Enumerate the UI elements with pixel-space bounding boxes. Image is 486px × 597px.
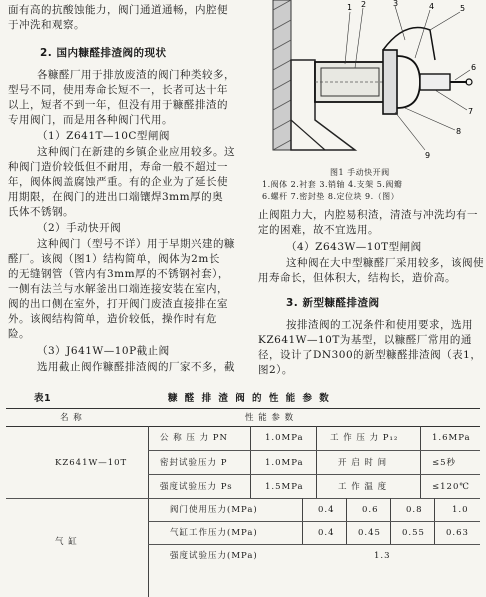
- param-value: 1.0MPa: [265, 433, 304, 443]
- paragraph-line: 定的困难，故不宜选用。: [258, 224, 379, 236]
- param-label: 开 启 时 间: [338, 458, 388, 468]
- paragraph-line: 按排渣阀的工况条件和使用要求，选用: [286, 319, 473, 331]
- cylinder-row-label: 气缸工作压力(MPa): [170, 528, 258, 538]
- cylinder-value: 0.55: [402, 528, 425, 538]
- param-label: 工 作 温 度: [338, 482, 388, 492]
- table-header-name: 名 称: [60, 413, 83, 423]
- table-header-params: 性 能 参 数: [245, 413, 295, 423]
- paragraph-line: 外。该阀结构简单，造价较低，操作时有危: [8, 313, 217, 325]
- subsection-1-heading: （1）Z641T—10C型闸阀: [37, 130, 170, 142]
- paragraph-line: KZ641W—10T为基型，以糠醛厂常用的通: [258, 334, 472, 346]
- subsection-2-heading: （2）手动快开阀: [37, 222, 122, 234]
- table-label: 表1: [34, 393, 52, 404]
- figure-1: [255, 0, 480, 165]
- cylinder-value: 0.8: [406, 505, 423, 515]
- cylinder-value: 0.4: [318, 528, 335, 538]
- subsection-3-heading: （3）J641W—10P截止阀: [37, 345, 170, 357]
- figure-number: 1: [347, 3, 353, 12]
- figure-number: 8: [456, 127, 462, 136]
- figure-caption: 图1 手动快开阀: [330, 168, 390, 177]
- figure-number: 3: [393, 0, 399, 8]
- cylinder-value: 0.63: [446, 528, 469, 538]
- section-2-heading: 2. 国内糠醛排渣阀的现状: [40, 47, 167, 59]
- paragraph-line: 型号不同，使用寿命长短不一，长者可达十年: [8, 84, 228, 96]
- paragraph-line: 一侧有法兰与水解釜出口端连接安装在室内，: [8, 283, 228, 295]
- paragraph-line: 径，设计了DN300的新型糠醛排渣阀（表1，: [258, 349, 482, 361]
- paragraph-line: 各糠醛厂用于排放废渣的阀门种类较多，: [37, 69, 235, 81]
- param-value: ≤120℃: [432, 482, 470, 492]
- paragraph-line: 年，阀体阀盖腐蚀严重。有的企业为了延长使: [8, 176, 228, 188]
- figure-legend-line: 6.螺杆 7.密封垫 8.定位块 9.（图）: [262, 192, 400, 201]
- paragraph-line: 专用阀门，而是用各种阀门代用。: [8, 114, 173, 126]
- paragraph-line: 醛厂。该阀（图1）结构简单，阀体为2m长: [8, 253, 220, 265]
- param-value: 1.0MPa: [265, 458, 304, 468]
- paragraph-line: 这种阀门（型号不详）用于早期兴建的糠: [37, 238, 235, 250]
- paragraph-line: 以上，短者不到一年，但没有用于糠醛排渣的: [8, 99, 228, 111]
- paragraph-line: 图2）。: [258, 364, 293, 376]
- model-name: KZ641W—10T: [55, 458, 128, 468]
- intro-line-1: 面有高的抗酸蚀能力，阀门通道通畅，内腔便: [8, 4, 228, 16]
- cylinder-value: 1.3: [374, 551, 391, 561]
- cylinder-value: 1.0: [452, 505, 469, 515]
- cylinder-label: 气 缸: [55, 537, 78, 547]
- paragraph-line: 止阀阻力大，内腔易积渣，清渣与冲洗均有一: [258, 209, 478, 221]
- paragraph-line: 这种阀在大中型糠醛厂采用较多，该阀使: [286, 257, 484, 269]
- param-value: 1.6MPa: [432, 433, 471, 443]
- figure-number: 4: [429, 2, 435, 11]
- paragraph-line: 这种阀门在新建的乡镇企业应用较多。这: [37, 146, 235, 158]
- param-label: 密封试验压力 P: [160, 458, 228, 468]
- valve-drawing: [255, 0, 480, 165]
- paragraph-line: 氏体不锈钢。: [8, 206, 74, 218]
- paragraph-line: 用寿命长，但体积大，结构长，造价高。: [258, 272, 456, 284]
- figure-number: 9: [425, 151, 431, 160]
- paragraph-line: 用期限，在阀门的进出口端镶焊3mm厚的奥: [8, 191, 224, 203]
- performance-table: [0, 386, 486, 597]
- param-value: 1.5MPa: [265, 482, 304, 492]
- paragraph-line: 险。: [8, 328, 30, 340]
- figure-number: 6: [471, 63, 477, 72]
- figure-number: 5: [460, 4, 466, 13]
- paragraph-line: 种阀门造价较低但不耐用，寿命一般不超过一: [8, 161, 228, 173]
- table-title: 糠 醛 排 渣 阀 的 性 能 参 数: [168, 393, 331, 404]
- intro-line-2: 于冲洗和观察。: [8, 19, 85, 31]
- paragraph-line: 的无缝钢管（管内有3mm厚的不锈钢衬套），: [8, 268, 229, 280]
- param-label: 工 作 压 力 P₁₂: [330, 433, 399, 443]
- paragraph-line: 阀的出口侧在室外，打开阀门废渣直接排在室: [8, 298, 228, 310]
- param-label: 强度试验压力 Ps: [160, 482, 233, 492]
- cylinder-row-label: 强度试验压力(MPa): [170, 551, 258, 561]
- cylinder-row-label: 阀门使用压力(MPa): [170, 505, 258, 515]
- subsection-4-heading: （4）Z643W—10T型闸阀: [286, 241, 422, 253]
- param-label: 公 称 压 力 PN: [160, 433, 228, 443]
- figure-number: 7: [468, 107, 474, 116]
- figure-number: 2: [361, 0, 367, 9]
- figure-legend-line: 1.阀体 2.衬套 3.销轴 4.支架 5.阀瓣: [262, 180, 403, 189]
- cylinder-value: 0.45: [358, 528, 381, 538]
- cylinder-value: 0.4: [318, 505, 335, 515]
- paragraph-line: 选用截止阀作糠醛排渣阀的厂家不多，截: [37, 361, 235, 373]
- section-3-heading: 3. 新型糠醛排渣阀: [286, 297, 380, 309]
- cylinder-value: 0.6: [362, 505, 379, 515]
- param-value: ≤5秒: [432, 458, 457, 468]
